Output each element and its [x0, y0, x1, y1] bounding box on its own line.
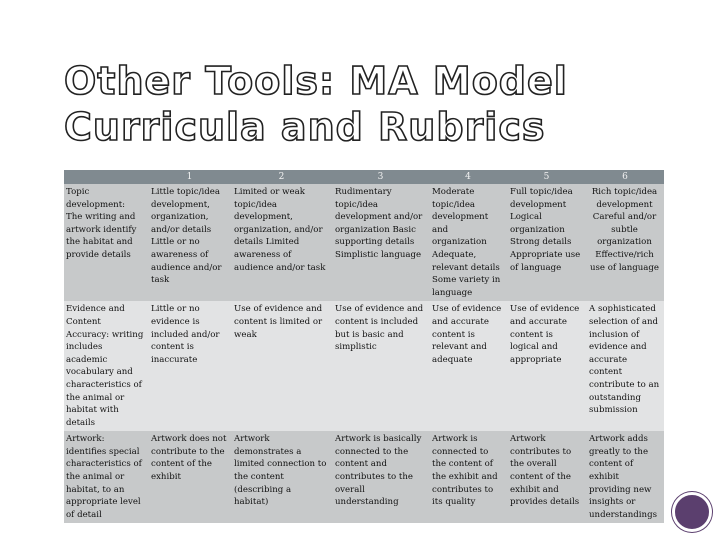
rubric-cell: Artwork is basically connected to the content and contributes to the overall understanding	[332, 431, 429, 523]
rubric-cell: Little or no evidence is included and/or content is inaccurate	[148, 301, 231, 431]
rubric-cell: Moderate topic/idea development and organization Adequate, relevant details Some variety in language	[429, 184, 507, 301]
rubric-header-score-3: 3	[332, 170, 429, 184]
rubric-table	[64, 170, 664, 523]
rubric-row-evidence	[64, 301, 664, 431]
rubric-header-criterion	[64, 170, 148, 184]
rubric-header-score-4: 4	[429, 170, 507, 184]
rubric-cell: Use of evidence and accurate content is relevant and adequate	[429, 301, 507, 431]
rubric-cell: Artwork is connected to the content of the exhibit and contributes to its quality	[429, 431, 507, 523]
rubric-header-score-6: 6	[586, 170, 664, 184]
slide-title	[64, 58, 684, 150]
rubric-cell: Little topic/idea development, organization, and/or details Little or no awareness of audience and/or task	[148, 184, 231, 301]
rubric-cell: Rudimentary topic/idea development and/or organization Basic supporting details Simplistic language	[332, 184, 429, 301]
rubric-header-score-1: 1	[148, 170, 231, 184]
rubric-cell: Rich topic/idea development Careful and/or subtle organization Effective/rich use of language	[586, 184, 664, 301]
slide-number-badge	[672, 492, 712, 532]
rubric-cell: Artwork contributes to the overall content of the exhibit and provides details	[507, 431, 586, 523]
slide-title-line-1: Other Tools: MA Model	[64, 59, 568, 103]
rubric-header-row	[64, 170, 664, 184]
rubric-header-score-5: 5	[507, 170, 586, 184]
rubric-cell: Artwork does not contribute to the content of the exhibit	[148, 431, 231, 523]
rubric-row-topic-development	[64, 184, 664, 301]
rubric-cell: Use of evidence and content is included but is basic and simplistic	[332, 301, 429, 431]
rubric-cell: Use of evidence and content is limited or weak	[231, 301, 332, 431]
slide-title-line-2: Curricula and Rubrics	[64, 105, 546, 149]
rubric-cell: Full topic/idea development Logical organization Strong details Appropriate use of language	[507, 184, 586, 301]
rubric-cell: Artwork adds greatly to the content of exhibit providing new insights or understandings	[586, 431, 664, 523]
rubric-cell: Use of evidence and accurate content is logical and appropriate	[507, 301, 586, 431]
rubric-cell: A sophisticated selection of and inclusion of evidence and accurate content contribute to an outstanding submission	[586, 301, 664, 431]
rubric-header-score-2: 2	[231, 170, 332, 184]
rubric-cell: Limited or weak topic/idea development, organization, and/or details Limited awareness of audience and/or task	[231, 184, 332, 301]
rubric-criterion: Topic development: The writing and artwork identify the habitat and provide details	[64, 184, 148, 301]
rubric-cell: Artwork demonstrates a limited connection to the content (describing a habitat)	[231, 431, 332, 523]
rubric-criterion: Artwork: identifies special characteristics of the animal or habitat, to an appropriate level of detail	[64, 431, 148, 523]
rubric-criterion: Evidence and Content Accuracy: writing includes academic vocabulary and characteristics of the animal or habitat with details	[64, 301, 148, 431]
rubric-row-artwork	[64, 431, 664, 523]
